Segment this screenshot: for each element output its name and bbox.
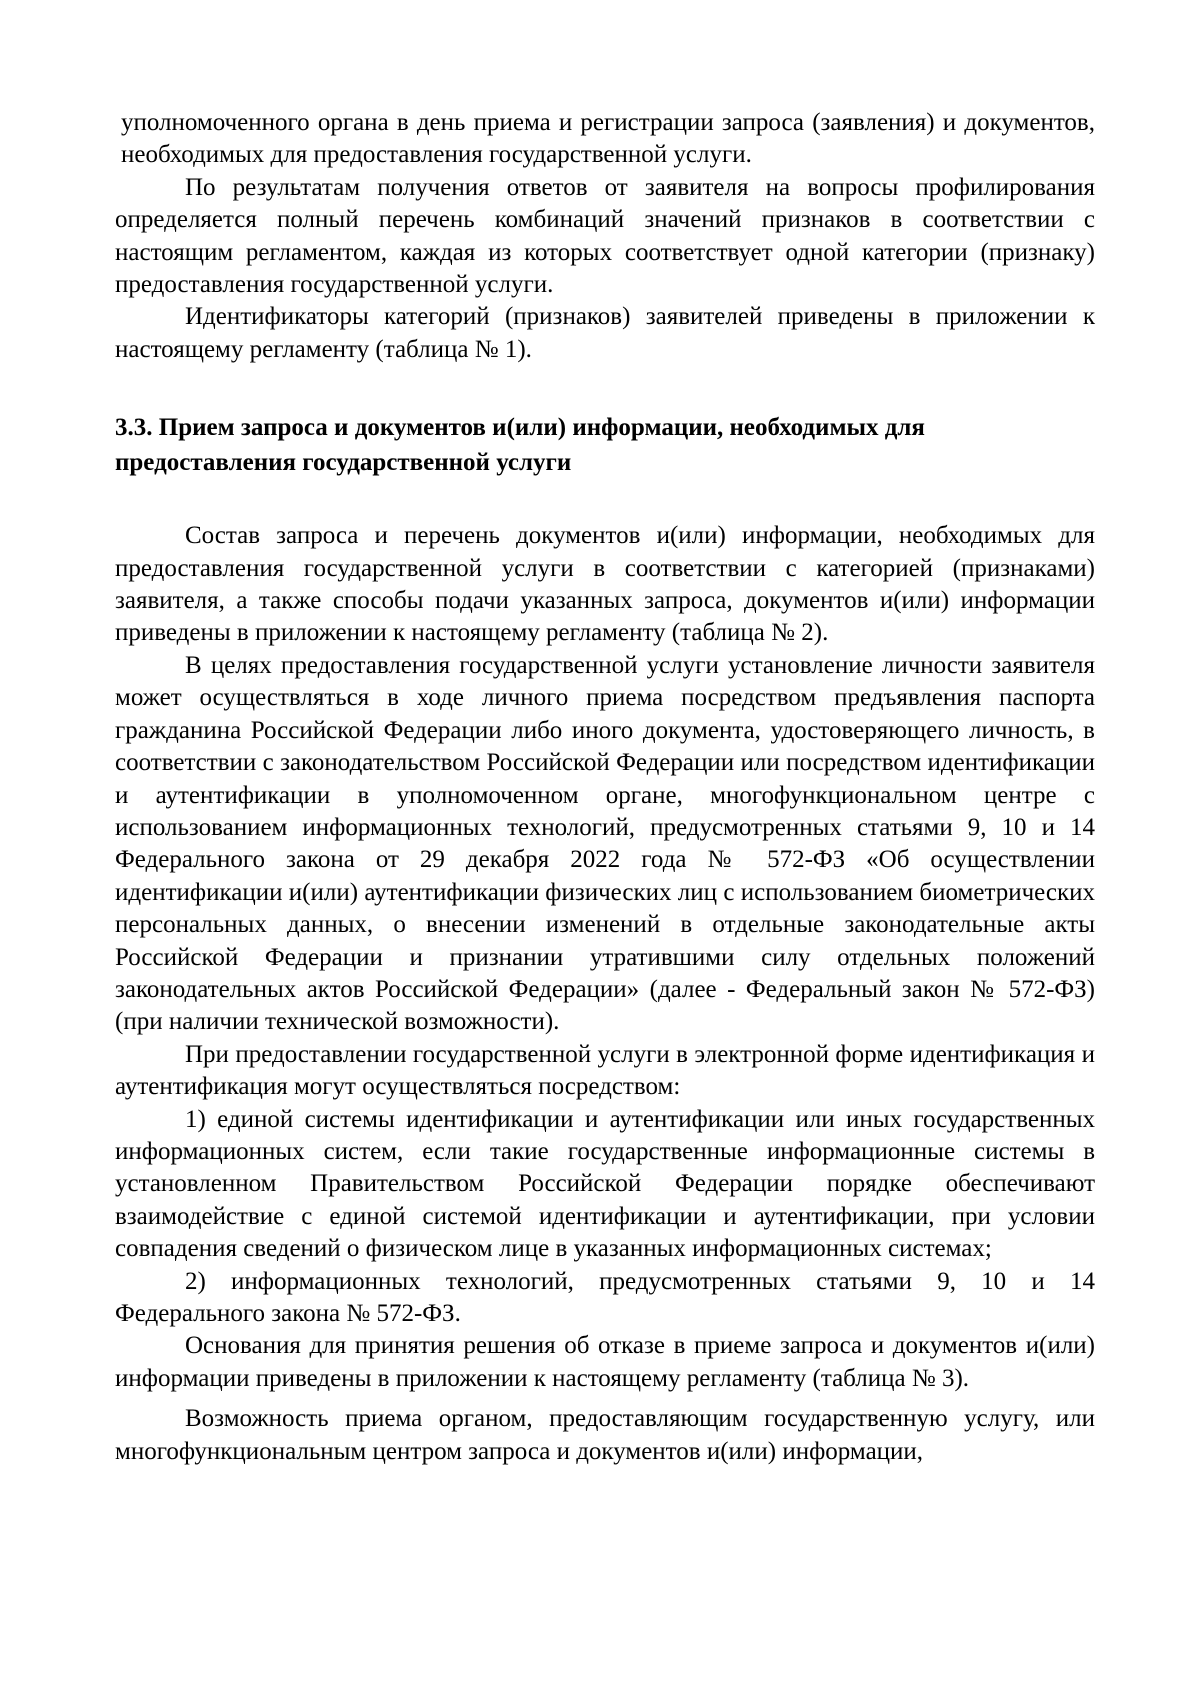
paragraph: Идентификаторы категорий (признаков) заявителей приведены в приложении к настоящему регламенту (таблица № 1).	[115, 303, 1095, 363]
paragraph: По результатам получения ответов от заявителя на вопросы профилирования определяется полный перечень комбинаций значений признаков в соответствии с настоящим регламентом, каждая из которых соответствует одной категории (признаку) предоставления государственной услуги.	[115, 173, 1095, 299]
paragraph: Состав запроса и перечень документов и(или) информации, необходимых для предоставления государственной услуги в соответствии с категорией (признаками) заявителя, а также способы подачи указанных запроса, документов и(или) информации приведены в приложении к настоящему регламенту (таблица № 2).	[115, 522, 1095, 647]
section-heading: 3.3. Прием запроса и документов и(или) информации, необходимых для предоставления государственной услуги	[115, 414, 925, 477]
paragraph: Возможность приема органом, предоставляющим государственную услугу, или многофункциональным центром запроса и документов и(или) информации,	[115, 1405, 1095, 1465]
paragraph: уполномоченного органа в день приема и регистрации запроса (заявления) и документов, необходимых для предоставления государственной услуги.	[121, 109, 1095, 169]
paragraph: В целях предоставления государственной услуги установление личности заявителя может осуществляться в ходе личного приема посредством предъявления паспорта гражданина Российской Федерации либо иного документа, удостоверяющего личность, в соответствии с законодательством Российской Федерации или посредством идентификации и аутентификации в уполномоченном органе, многофункциональном центре с использованием информационных технологий, предусмотренных статьями 9, 10 и 14 Федерального закона от 29 декабря 2022 года № 572-ФЗ «Об осуществлении идентификации и(или) аутентификации физических лиц с использованием биометрических персональных данных, о внесении изменений в отдельные законодательные акты Российской Федерации и признании утратившими силу отдельных положений законодательных актов Российской Федерации» (далее - Федеральный закон № 572-ФЗ) (при наличии технической возможности).	[115, 651, 1095, 1036]
list-item: 2) информационных технологий, предусмотренных статьями 9, 10 и 14 Федерального закона № 572-ФЗ.	[115, 1267, 1095, 1327]
document-page	[115, 107, 1095, 1468]
paragraph: При предоставлении государственной услуги в электронной форме идентификация и аутентификация могут осуществляться посредством:	[115, 1040, 1095, 1101]
paragraph: Основания для принятия решения об отказе в приеме запроса и документов и(или) информации приведены в приложении к настоящему регламенту (таблица № 3).	[115, 1332, 1095, 1392]
list-item: 1) единой системы идентификации и аутентификации или иных государственных информационных систем, если такие государственные информационные системы в установленном Правительством Российской Федерации порядке обеспечивают взаимодействие с единой системой идентификации и аутентификации, при условии совпадения сведений о физическом лице в указанных информационных системах;	[115, 1105, 1095, 1263]
